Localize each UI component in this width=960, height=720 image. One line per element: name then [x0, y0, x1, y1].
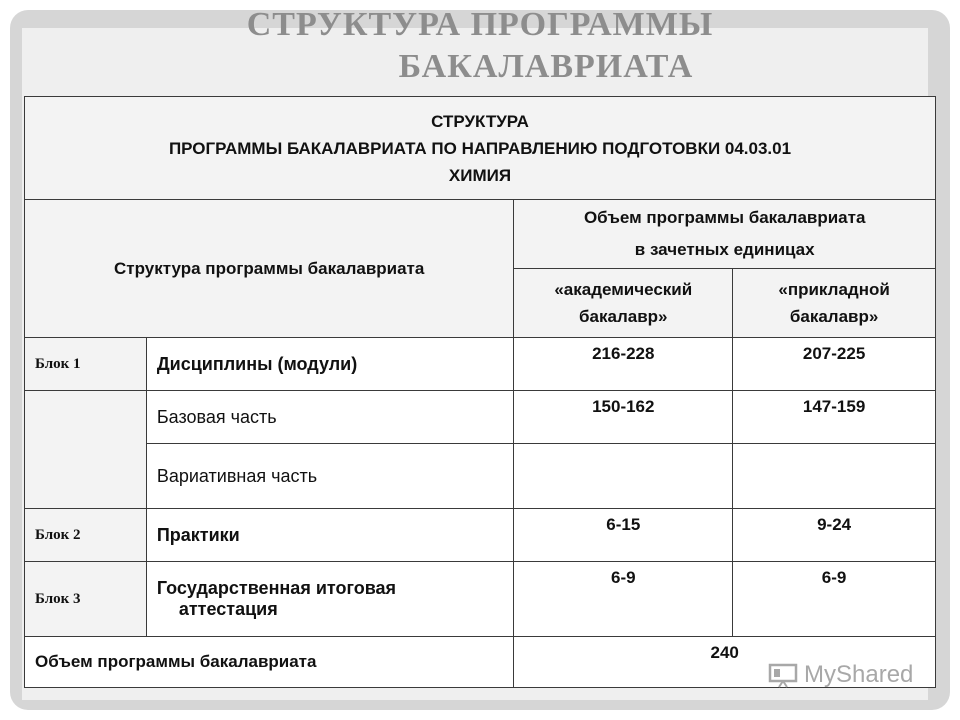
table-row — [25, 562, 936, 637]
volume-header-line1: Объем программы бакалавриата — [583, 208, 866, 227]
row-name-line2: аттестация — [178, 599, 278, 619]
academic-value: 150-162 — [514, 391, 733, 444]
slide-title — [0, 4, 960, 88]
block-label: Блок 2 — [25, 509, 147, 562]
row-name: Вариативная часть — [146, 444, 514, 509]
presentation-icon — [768, 662, 798, 688]
academic-value — [514, 444, 733, 509]
applied-value: 147-159 — [733, 391, 936, 444]
academic-header-line2: бакалавр» — [579, 307, 668, 326]
academic-value: 6-15 — [514, 509, 733, 562]
applied-value: 6-9 — [733, 562, 936, 637]
table-row — [25, 444, 936, 509]
row-name: Практики — [146, 509, 514, 562]
structure-column-header: Структура программы бакалавриата — [25, 200, 514, 338]
volume-header-line2: в зачетных единицах — [634, 240, 815, 259]
slide-title-line2: БАКАЛАВРИАТА — [398, 48, 694, 85]
applied-value: 9-24 — [733, 509, 936, 562]
total-value: 240 — [514, 637, 936, 688]
applied-value: 207-225 — [733, 338, 936, 391]
watermark-logo — [768, 655, 913, 695]
block-label: Блок 1 — [25, 338, 147, 391]
program-structure-table — [24, 96, 936, 688]
applied-header-line1: «прикладной — [778, 280, 890, 299]
table-header-line3: ХИМИЯ — [448, 165, 512, 185]
block-label-empty — [25, 391, 147, 509]
block-label: Блок 3 — [25, 562, 147, 637]
row-name: Дисциплины (модули) — [146, 338, 514, 391]
academic-value: 6-9 — [514, 562, 733, 637]
total-label: Объем программы бакалавриата — [25, 637, 514, 688]
slide-title-line1: СТРУКТУРА ПРОГРАММЫ — [246, 6, 714, 43]
academic-header-line1: «академический — [554, 280, 693, 299]
table-header-line2: ПРОГРАММЫ БАКАЛАВРИАТА ПО НАПРАВЛЕНИЮ ПОДГОТОВКИ 04.03.01 — [168, 138, 792, 158]
row-name — [146, 562, 514, 637]
volume-column-header — [514, 200, 936, 269]
table-header-line1: СТРУКТУРА — [431, 111, 529, 131]
table-row — [25, 391, 936, 444]
table-header — [25, 97, 936, 200]
table-row — [25, 509, 936, 562]
watermark-text: MyShared — [804, 661, 914, 688]
applied-bachelor-header — [733, 269, 936, 338]
applied-header-line2: бакалавр» — [789, 307, 879, 326]
academic-value: 216-228 — [514, 338, 733, 391]
applied-value — [733, 444, 936, 509]
academic-bachelor-header — [514, 269, 733, 338]
row-name: Базовая часть — [146, 391, 514, 444]
row-name-line1: Государственная итоговая — [156, 578, 397, 598]
table-row — [25, 338, 936, 391]
